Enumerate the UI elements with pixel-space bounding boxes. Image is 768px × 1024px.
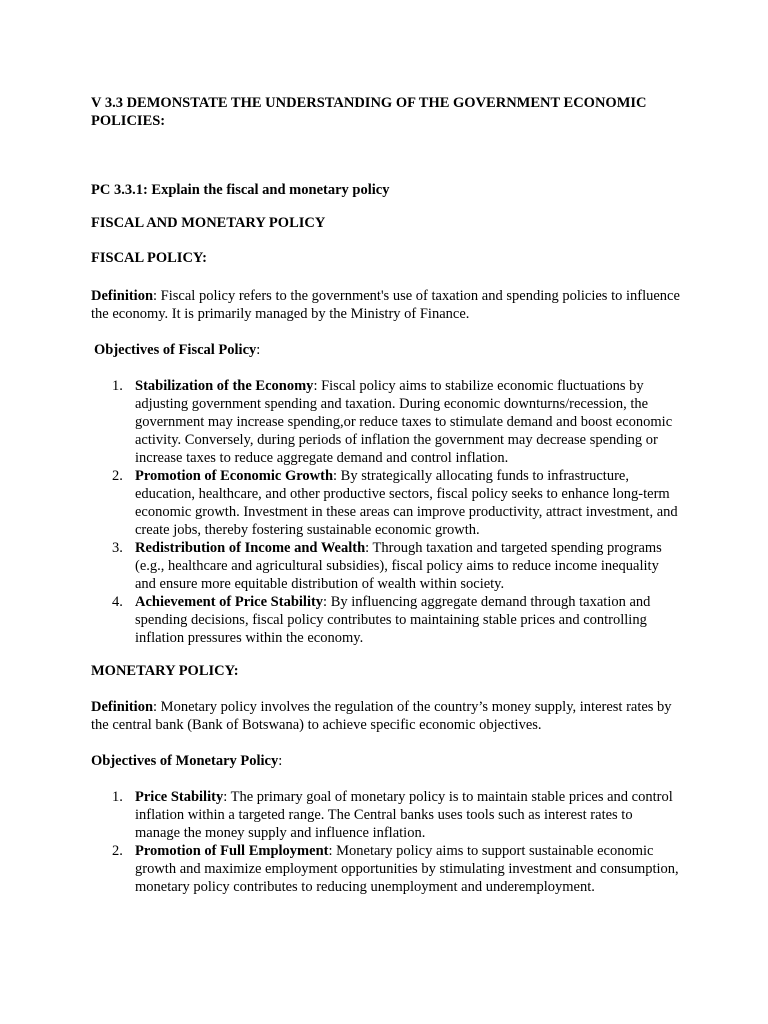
- monetary-definition: [91, 698, 681, 734]
- fiscal-definition: [91, 287, 681, 323]
- list-number: 3.: [112, 540, 123, 556]
- list-item-text: : Fiscal policy aims to stabilize economic fluctuations by adjusting government spending and taxation. During economic downturns/recession, the government may increase spending,or reduce taxes to stimulate demand and boost economic activity. Conversely, during periods of inflation the government may decrease spending or increase taxes to reduce aggregate demand and control inflation.: [135, 378, 673, 466]
- monetary-definition-text: : Monetary policy involves the regulation of the country’s money supply, interest rates by the central bank (Bank of Botswana) to achieve specific economic objectives.: [91, 699, 672, 733]
- list-item: [91, 842, 681, 896]
- monetary-objectives-heading: [91, 752, 681, 770]
- fiscal-objectives-suffix: :: [256, 342, 261, 358]
- fiscal-objectives-label: Objectives of Fiscal Policy: [94, 342, 257, 358]
- fiscal-definition-text: : Fiscal policy refers to the government's use of taxation and spending policies to influence the economy. It is primarily managed by the Ministry of Finance.: [91, 288, 680, 322]
- list-item-text: : Through taxation and targeted spending programs (e.g., healthcare and agricultural subsidies), fiscal policy aims to reduce income inequality and ensure more equitable distribution of wealth within society.: [135, 540, 662, 592]
- list-item-title: Achievement of Price Stability: [135, 594, 324, 610]
- monetary-objectives-label: Objectives of Monetary Policy: [91, 753, 279, 769]
- document-title: V 3.3 DEMONSTATE THE UNDERSTANDING OF THE GOVERNMENT ECONOMIC POLICIES:: [91, 95, 647, 129]
- list-item: [91, 539, 681, 593]
- list-item-title: Stabilization of the Economy: [135, 378, 314, 394]
- list-item-title: Promotion of Economic Growth: [135, 468, 334, 484]
- fiscal-definition-label: Definition: [91, 288, 154, 304]
- monetary-definition-label: Definition: [91, 699, 154, 715]
- list-item: [91, 377, 681, 467]
- monetary-objectives-list: [91, 788, 681, 896]
- list-item: [91, 788, 681, 842]
- monetary-heading: MONETARY POLICY:: [91, 663, 239, 679]
- list-item-title: Price Stability: [135, 789, 224, 805]
- list-item: [91, 467, 681, 539]
- list-number: 1.: [112, 378, 123, 394]
- monetary-objectives-suffix: :: [278, 753, 283, 769]
- fiscal-heading: FISCAL POLICY:: [91, 250, 207, 266]
- list-number: 2.: [112, 468, 123, 484]
- list-item-title: Promotion of Full Employment: [135, 843, 329, 859]
- list-item-text: : By influencing aggregate demand through taxation and spending decisions, fiscal policy contributes to maintaining stable prices and controlling inflation pressures within the economy.: [135, 594, 651, 646]
- fiscal-objectives-heading: [94, 341, 684, 359]
- list-number: 1.: [112, 789, 123, 805]
- fiscal-objectives-list: [91, 377, 681, 647]
- list-number: 4.: [112, 594, 123, 610]
- pc-heading: PC 3.3.1: Explain the fiscal and monetary policy: [91, 182, 390, 198]
- list-item-title: Redistribution of Income and Wealth: [135, 540, 366, 556]
- main-heading: FISCAL AND MONETARY POLICY: [91, 215, 326, 231]
- list-item-text: : By strategically allocating funds to infrastructure, education, healthcare, and other productive sectors, fiscal policy seeks to enhance long-term economic growth. Investment in these areas can improve productivity, attract investment, and create jobs, thereby fostering sustainable economic growth.: [135, 468, 678, 538]
- list-item-text: : The primary goal of monetary policy is to maintain stable prices and control inflation within a targeted range. The Central banks uses tools such as interest rates to manage the money supply and influence inflation.: [135, 789, 673, 841]
- list-item: [91, 593, 681, 647]
- list-item-text: : Monetary policy aims to support sustainable economic growth and maximize employment opportunities by stimulating investment and consumption, monetary policy contributes to reducing unemployment and underemployment.: [135, 843, 679, 895]
- list-number: 2.: [112, 843, 123, 859]
